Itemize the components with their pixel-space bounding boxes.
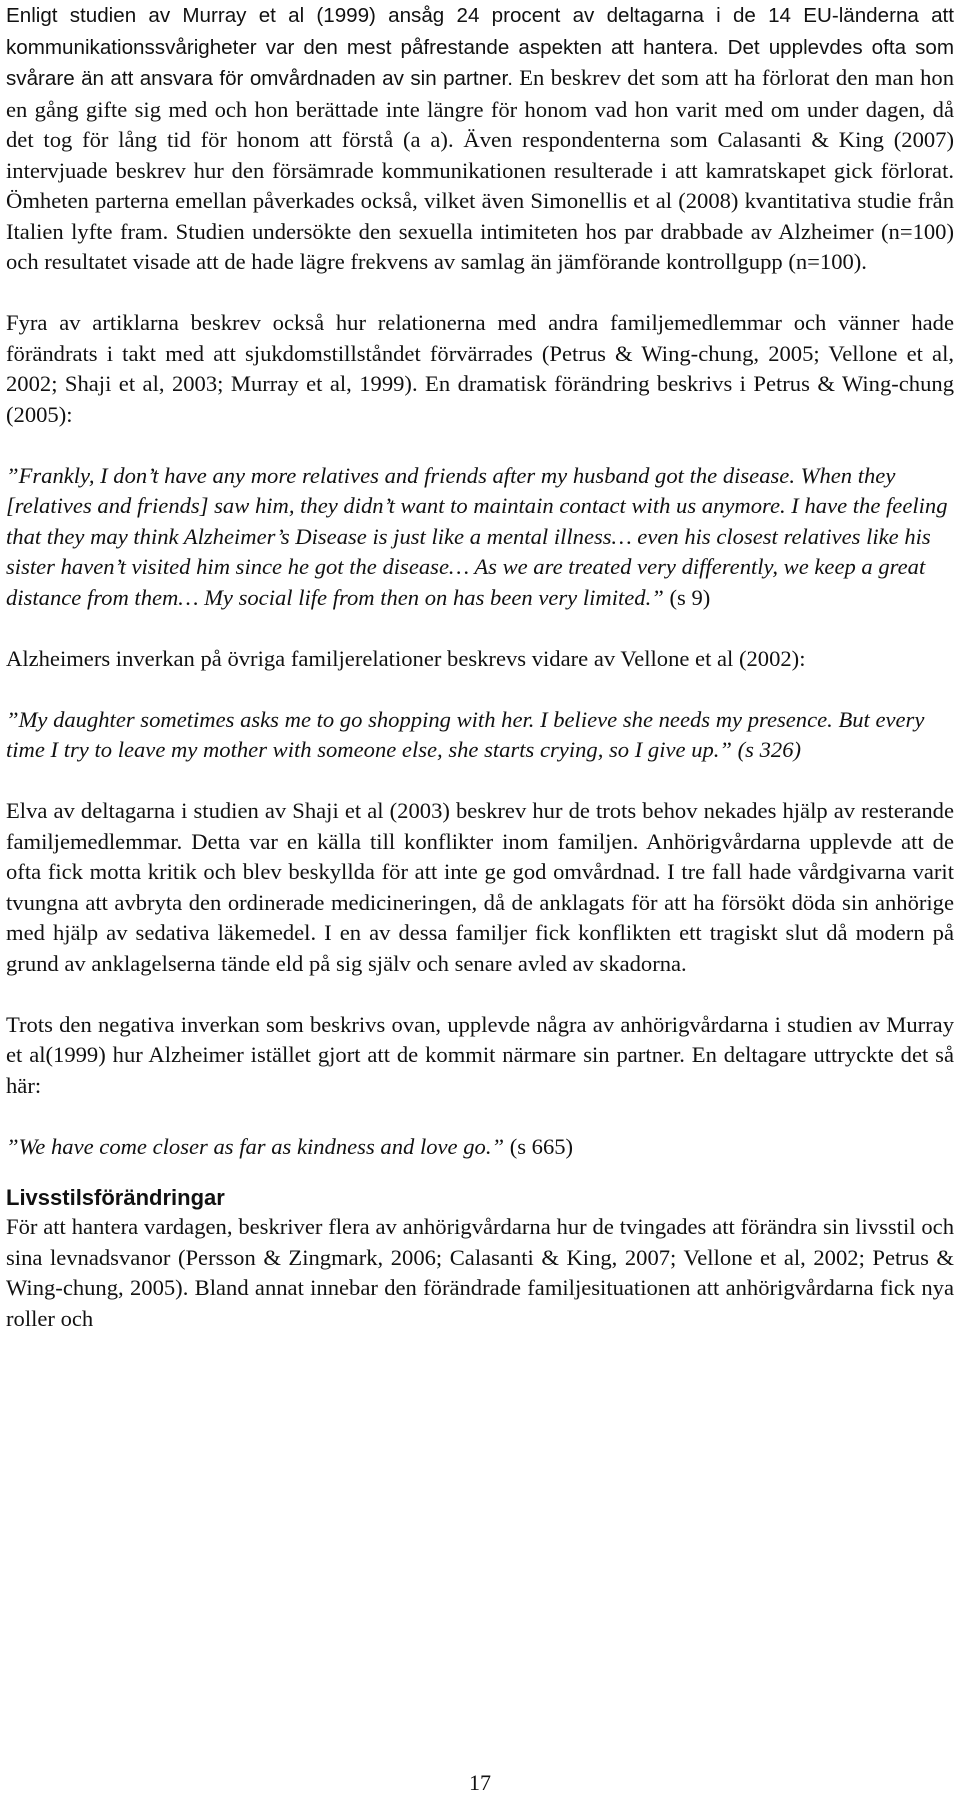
quote-page-ref: (s 665) xyxy=(504,1133,574,1159)
paragraph-communication-intro: Enligt studien av Murray et al (1999) ansåg 24 procent av deltagarna i de 14 EU-länderna att kommunikationssvårigheter var den mest påfrestande aspekten att hantera. Det upplevdes ofta som svårare än att ansvara för omvårdnaden av sin partner. xyxy=(6,4,954,90)
paragraph-lifestyle: För att hantera vardagen, beskriver flera av anhörigvårdarna hur de tvingades att förändra sin livsstil och sina levnadsvanor (Persson & Zingmark, 2006; Calasanti & King, 2007; Vellone et al, 2002; Petrus & Wing-chung, 2005). Bland annat innebar den förändrade familjesituationen att anhörigvårdarna fick nya roller och xyxy=(6,1214,954,1331)
paragraph-family-relations: Fyra av artiklarna beskrev också hur relationerna med andra familjemedlemmar och vänner hade förändrats i takt med att sjukdomstillståndet förvärrades (Petrus & Wing-chung, 2005; Vellone et al, 2002; Shaji et al, 2003; Murray et al, 1999). En dramatisk förändring beskrivs i Petrus & Wing-chung (2005): xyxy=(6,310,954,427)
quote-page-ref: (s 9) xyxy=(663,584,711,610)
quote-murray xyxy=(6,1132,954,1163)
quote-text: ”Frankly, I don’t have any more relatives and friends after my husband got the disease. When they [relatives and friends] saw him, they didn’t want to maintain contact with us anymore. I have the feeling that they may think Alzheimer’s Disease is just like a mental illness… even his closest relatives like his sister haven’t visited him since he got the disease… As we are treated very differently, we keep a great distance from them… My social life from then on has been very limited.” xyxy=(6,462,948,610)
quote-vellone xyxy=(6,705,954,766)
quote-text: ”My daughter sometimes asks me to go shopping with her. I believe she needs my presence. But every time I try to leave my mother with someone else, she starts crying, so I give up.” (s 326) xyxy=(6,706,925,762)
paragraph-communication xyxy=(6,0,954,278)
document-body xyxy=(6,0,954,1334)
paragraph-closer: Trots den negativa inverkan som beskrivs ovan, upplevde några av anhörigvårdarna i studien av Murray et al(1999) hur Alzheimer istället gjort att de kommit närmare sin partner. En deltagare uttryckte det så här: xyxy=(6,1011,954,1098)
paragraph-shaji: Elva av deltagarna i studien av Shaji et al (2003) beskrev hur de trots behov nekades hjälp av resterande familjemedlemmar. Detta var en källa till konflikter inom familjen. Anhörigvårdarna upplevde att de ofta fick motta kritik och blev beskyllda för att inte ge god omvårdnad. I tre fall hade vårdgivarna varit tvungna att avbryta den ordinerade medicineringen, då de anklagats för att ha försökt döda sin anhörige med hjälp av sedativa läkemedel. I en av dessa familjer fick konflikten ett tragiskt slut då modern på grund av anklagelserna tände eld på sig själv och senare avled av skadorna. xyxy=(6,798,954,976)
quote-petrus-wing-chung xyxy=(6,461,954,614)
paragraph-communication-body: En beskrev det som att ha förlorat den man hon en gång gifte sig med och hon berättade inte längre för honom vad hon varit med om under dagen, då det tog för lång tid för honom att förstå (a a). Även respondenterna som Calasanti & King (2007) intervjuade beskrev hur den försämrade kommunikationen resulterade i att kamratskapet gick förlorat. Ömheten parterna emellan påverkades också, vilket även Simonellis et al (2008) kvantitativa studie från Italien lyfte fram. Studien undersökte den sexuella intimiteten hos par drabbade av Alzheimer (n=100) och resultatet visade att de hade lägre frekvens av samlag än jämförande kontrollgupp (n=100). xyxy=(6,65,955,274)
section-heading: Livsstilsförändringar xyxy=(6,1185,225,1210)
paragraph-vellone: Alzheimers inverkan på övriga familjerelationer beskrevs vidare av Vellone et al (2002): xyxy=(6,645,806,671)
page-number: 17 xyxy=(469,1770,491,1795)
quote-text: ”We have come closer as far as kindness and love go.” xyxy=(6,1133,505,1159)
